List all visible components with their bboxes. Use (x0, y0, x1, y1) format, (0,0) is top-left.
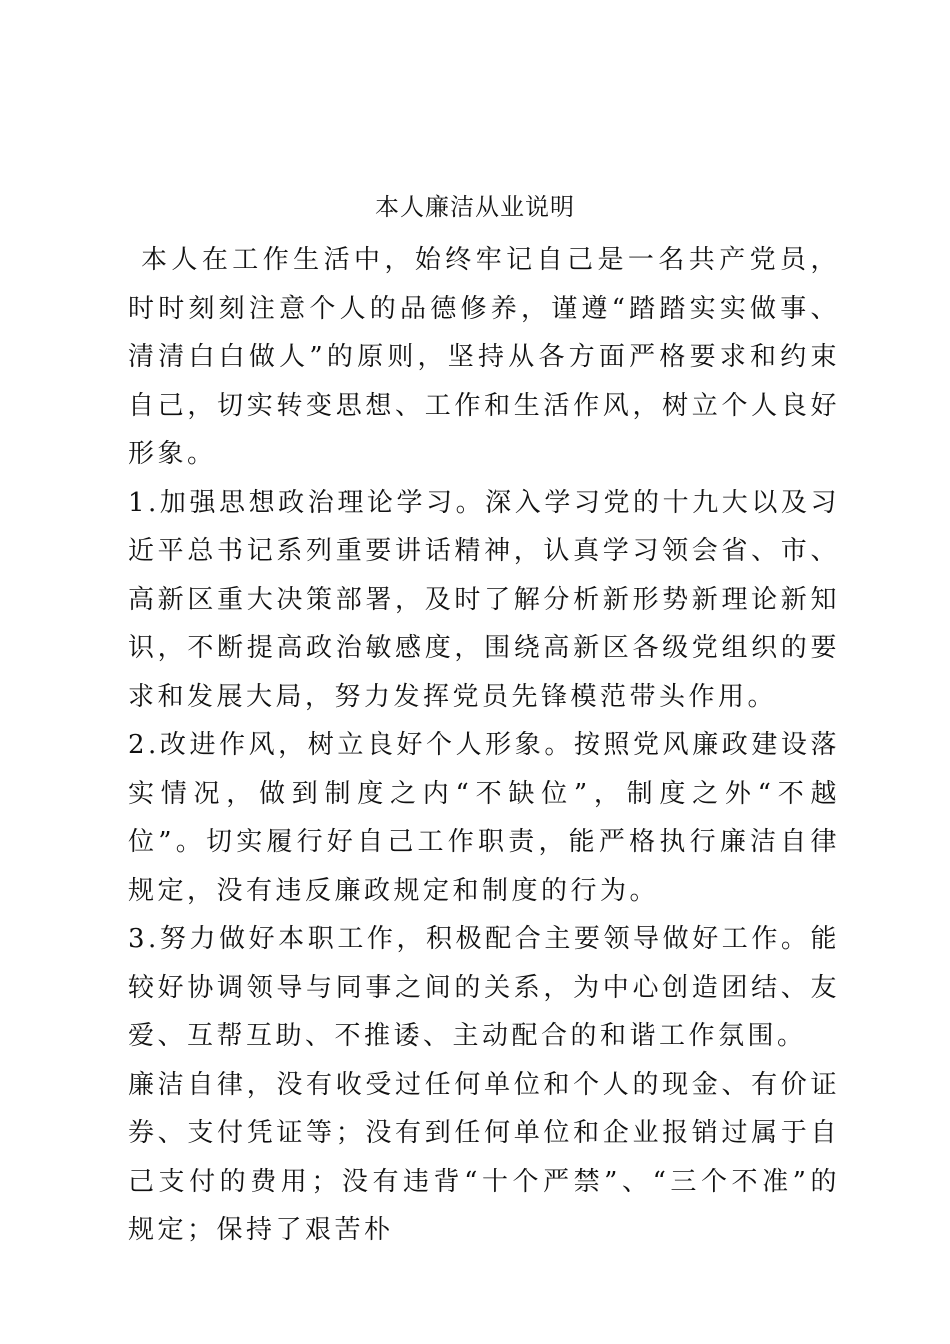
document-title: 本人廉洁从业说明 (375, 193, 575, 221)
paragraph-item-3: 3.努力做好本职工作，积极配合主要领导做好工作。能较好协调领导与同事之间的关系，为中心创造团结、友爱、互帮互助、不推诿、主动配合的和谐工作氛围。 (128, 924, 840, 1051)
paragraph-intro: 本人在工作生活中，始终牢记自己是一名共产党员，时时刻刻注意个人的品德修养，谨遵“踏踏实实做事、清清白白做人”的原则，坚持从各方面严格要求和约束自己，切实转变思想、工作和生活作风，树立个人良好形象。 (128, 245, 840, 469)
paragraph-item-1: 1.加强思想政治理论学习。深入学习党的十九大以及习近平总书记系列重要讲话精神，认真学习领会省、市、高新区重大决策部署，及时了解分析新形势新理论新知识，不断提高政治敏感度，围绕高新区各级党组织的要求和发展大局，努力发挥党员先锋模范带头作用。 (128, 487, 840, 712)
document-body (128, 236, 840, 1255)
paragraph-item-2: 2.改进作风，树立良好个人形象。按照党风廉政建设落实情况，做到制度之内“不缺位”，制度之外“不越位”。切实履行好自己工作职责，能严格执行廉洁自律规定，没有违反廉政规定和制度的行为。 (128, 730, 840, 906)
paragraph-self-discipline: 廉洁自律，没有收受过任何单位和个人的现金、有价证券、支付凭证等；没有到任何单位和企业报销过属于自己支付的费用；没有违背“十个严禁”、“三个不准”的规定；保持了艰苦朴 (128, 1069, 840, 1245)
